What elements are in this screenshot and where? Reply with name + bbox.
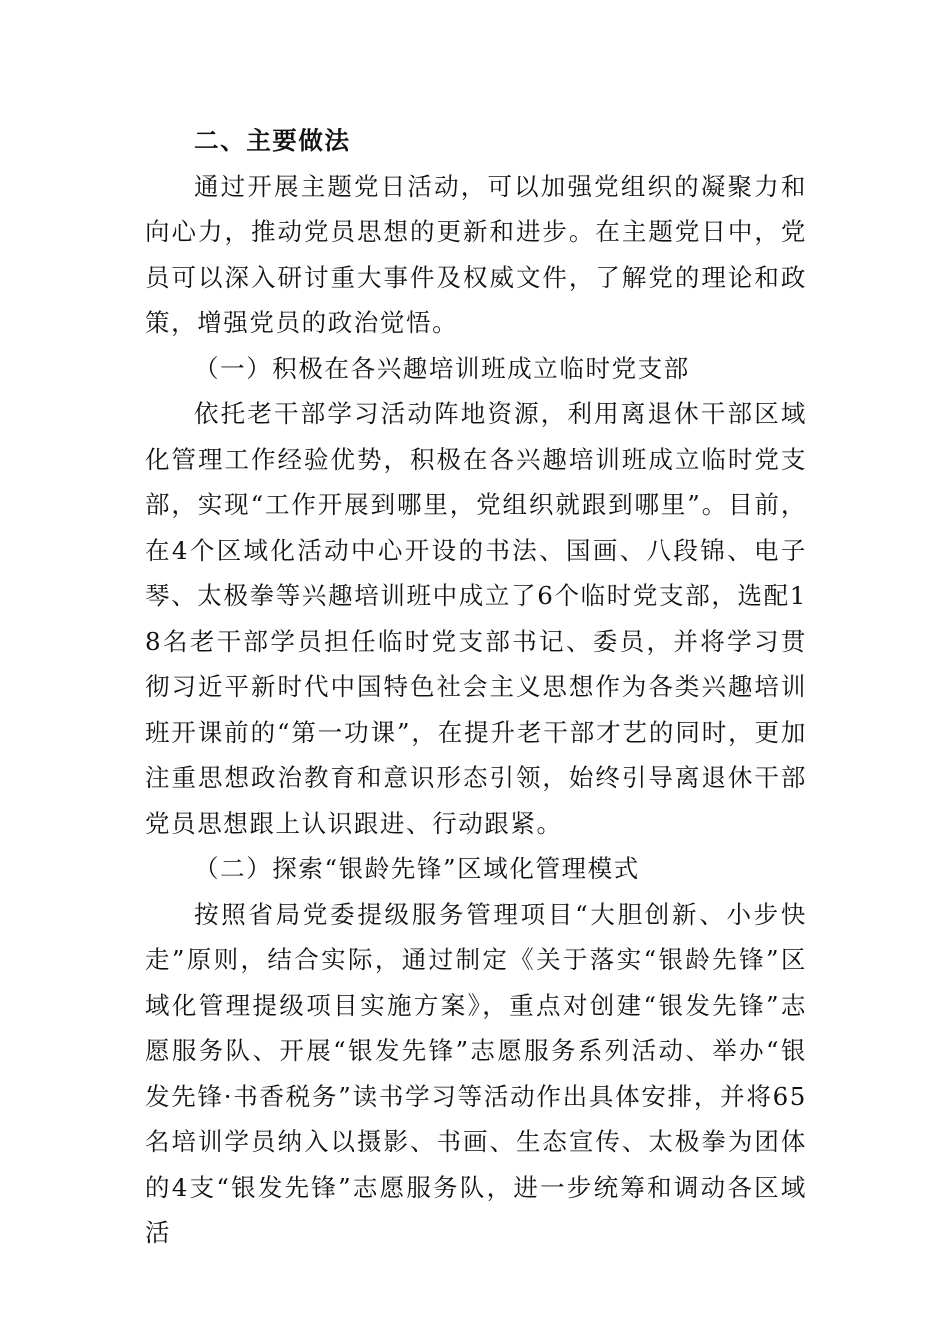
subsection-1-heading: （一）积极在各兴趣培训班成立临时党支部 — [194, 353, 690, 383]
subsection-1-paragraph: 依托老干部学习活动阵地资源，利用离退休干部区域化管理工作经验优势，积极在各兴趣培训班成立临时党支部，实现“工作开展到哪里，党组织就跟到哪里”。目前，在4个区域化活动中心开设的书法、国画、八段锦、电子琴、太极拳等兴趣培训班中成立了6个临时党支部，选配18名老干部学员担任临时党支部书记、委员，并将学习贯彻习近平新时代中国特色社会主义思想作为各类兴趣培训班开课前的“第一功课”，在提升老干部才艺的同时，更加注重思想政治教育和意识形态引领，始终引导离退休干部党员思想跟上认识跟进、行动跟紧。 — [145, 399, 807, 838]
subsection-2-paragraph: 按照省局党委提级服务管理项目“大胆创新、小步快走”原则，结合实际，通过制定《关于落实“银龄先锋”区域化管理提级项目实施方案》，重点对创建“银发先锋”志愿服务队、开展“银发先锋”志愿服务系列活动、举办“银发先锋·书香税务”读书学习等活动作出具体安排，并将65名培训学员纳入以摄影、书画、生态宣传、太极拳为团体的4支“银发先锋”志愿服务队，进一步统筹和调动各区域活 — [145, 899, 807, 1247]
section-heading: 二、主要做法 — [194, 126, 351, 155]
subsection-2-heading: （二）探索“银龄先锋”区域化管理模式 — [194, 854, 640, 883]
intro-paragraph: 通过开展主题党日活动，可以加强党组织的凝聚力和向心力，推动党员思想的更新和进步。在主题党日中，党员可以深入研讨重大事件及权威文件，了解党的理论和政策，增强党员的政治觉悟。 — [145, 171, 807, 337]
document-body — [145, 118, 807, 1256]
